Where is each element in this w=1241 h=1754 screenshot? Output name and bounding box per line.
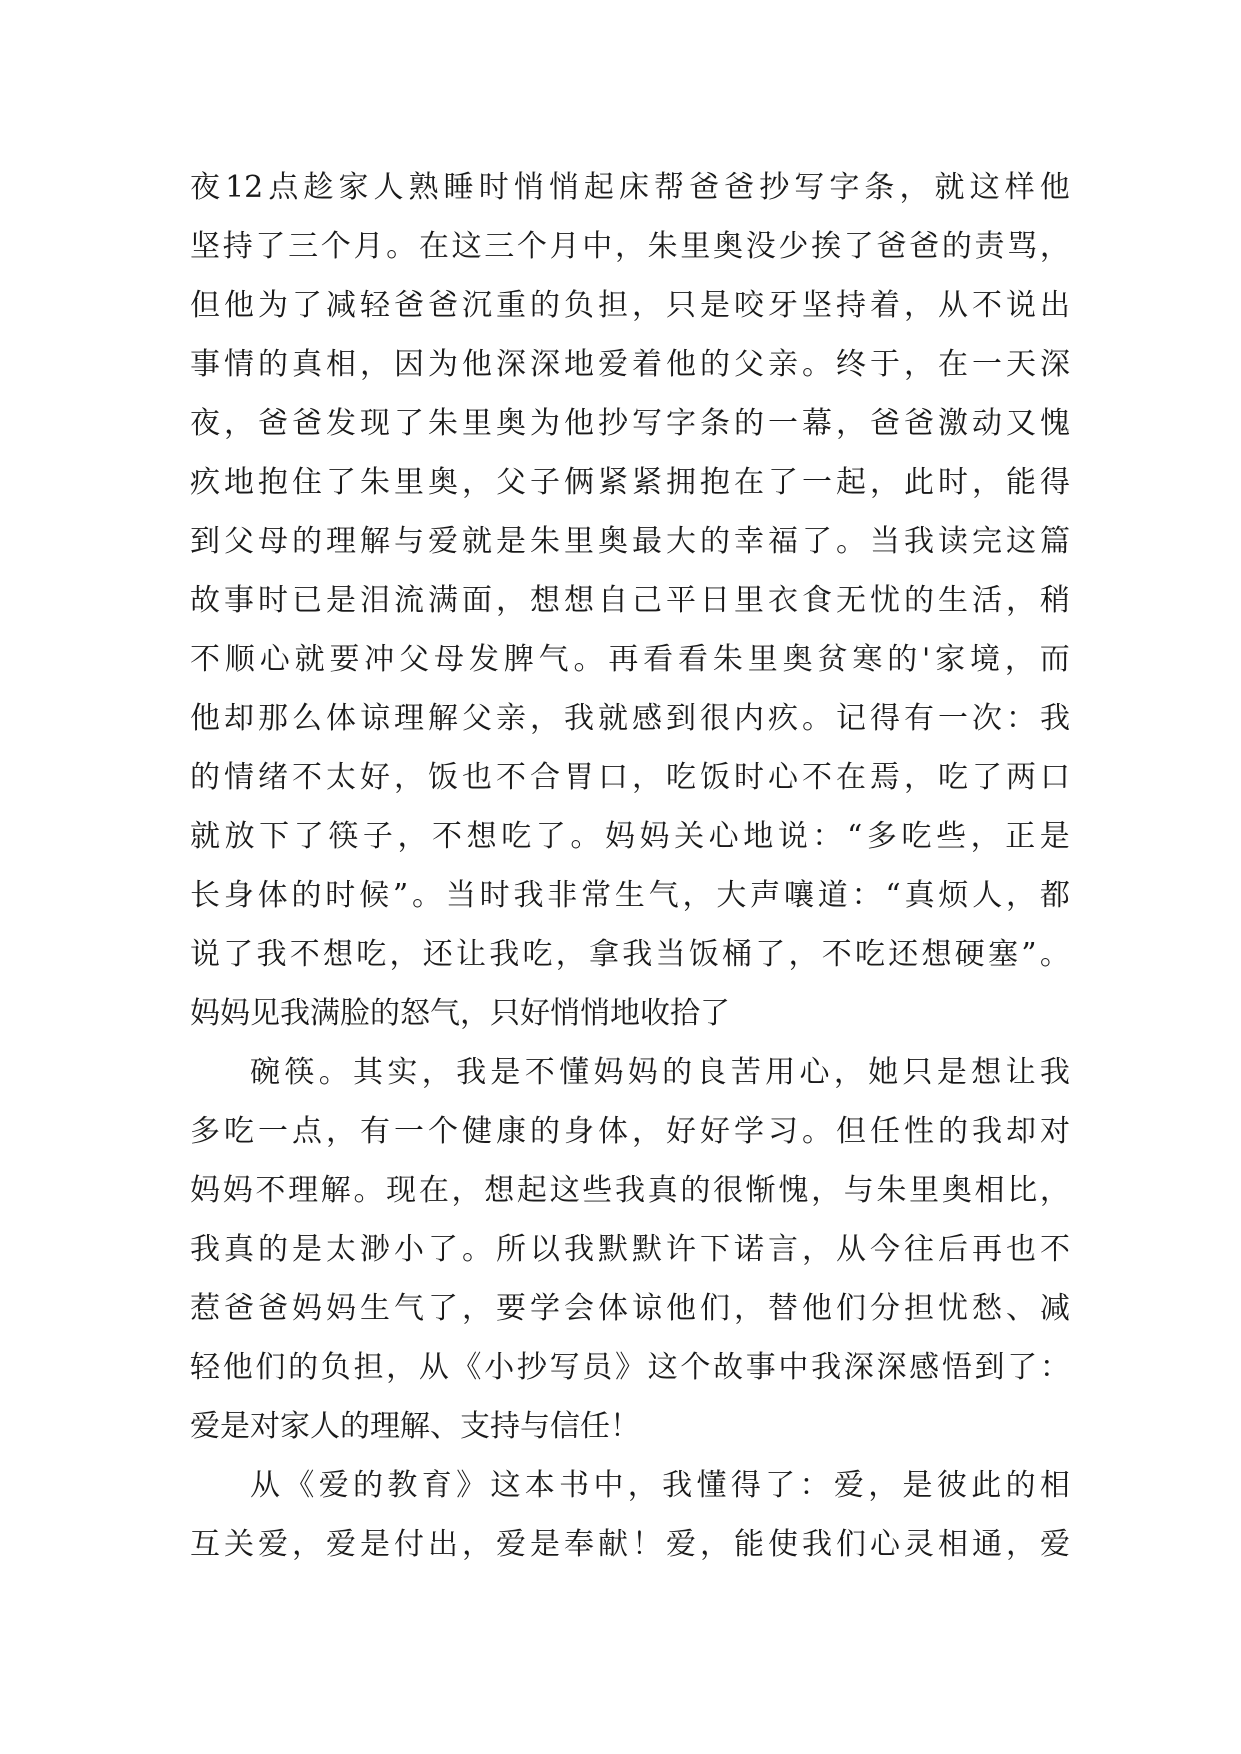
text-line: 说 了 我 不 想 吃 ， 还 让 我 吃 ， 拿 我 当 饭 桶 了 ， 不 吃 还 想 硬 塞 ” 。 [190,937,1070,972]
text-line: 夜 12 点 趁 家 人 熟 睡 时 悄 悄 起 床 帮 爸 爸 抄 写 字 条 ， 就 这 样 他 [190,170,1070,205]
text-line: 妈 妈 不 理 解 。 现 在 ， 想 起 这 些 我 真 的 很 惭 愧 ， 与 朱 里 奥 相 比 ， [190,1173,1070,1208]
text-line: 故 事 时 已 是 泪 流 满 面 ， 想 想 自 己 平 日 里 衣 食 无 忧 的 生 活 ， 稍 [190,583,1070,618]
text-line: 的 情 绪 不 太 好 ， 饭 也 不 合 胃 口 ， 吃 饭 时 心 不 在 焉 ， 吃 了 两 口 [190,760,1070,795]
text-line: 就 放 下 了 筷 子 ， 不 想 吃 了 。 妈 妈 关 心 地 说 ： “ 多 吃 些 ， 正 是 [190,819,1070,854]
paragraph-start-line: 从 《 爱 的 教 育 》 这 本 书 中 ， 我 懂 得 了 ： 爱 ， 是 彼 此 的 相 [250,1468,1070,1503]
text-line: 多 吃 一 点 ， 有 一 个 健 康 的 身 体 ， 好 好 学 习 。 但 任 性 的 我 却 对 [190,1114,1070,1149]
paragraph-end-line: 爱是对家人的理解、支持与信任！ [190,1409,640,1444]
text-line: 轻 他 们 的 负 担 ， 从 《 小 抄 写 员 》 这 个 故 事 中 我 深 深 感 悟 到 了 ： [190,1350,1070,1385]
text-line: 惹 爸 爸 妈 妈 生 气 了 ， 要 学 会 体 谅 他 们 ， 替 他 们 分 担 忧 愁 、 减 [190,1291,1070,1326]
text-line: 不 顺 心 就 要 冲 父 母 发 脾 气 。 再 看 看 朱 里 奥 贫 寒 的 ' 家 境 ， 而 [190,642,1070,677]
paragraph-start-line: 碗 筷 。 其 实 ， 我 是 不 懂 妈 妈 的 良 苦 用 心 ， 她 只 是 想 让 我 [250,1055,1070,1090]
text-line: 事 情 的 真 相 ， 因 为 他 深 深 地 爱 着 他 的 父 亲 。 终 于 ， 在 一 天 深 [190,347,1070,382]
article-body [190,158,1070,1574]
text-line: 到 父 母 的 理 解 与 爱 就 是 朱 里 奥 最 大 的 幸 福 了 。 当 我 读 完 这 篇 [190,524,1070,559]
text-line: 互 关 爱 ， 爱 是 付 出 ， 爱 是 奉 献 ！ 爱 ， 能 使 我 们 心 灵 相 通 ， 爱 [190,1527,1070,1562]
text-line: 他 却 那 么 体 谅 理 解 父 亲 ， 我 就 感 到 很 内 疚 。 记 得 有 一 次 ： 我 [190,701,1070,736]
text-line: 夜 ， 爸 爸 发 现 了 朱 里 奥 为 他 抄 写 字 条 的 一 幕 ， 爸 爸 激 动 又 愧 [190,406,1070,441]
text-line: 但 他 为 了 减 轻 爸 爸 沉 重 的 负 担 ， 只 是 咬 牙 坚 持 着 ， 从 不 说 出 [190,288,1070,323]
text-line: 疚 地 抱 住 了 朱 里 奥 ， 父 子 俩 紧 紧 拥 抱 在 了 一 起 ， 此 时 ， 能 得 [190,465,1070,500]
paragraph-end-line: 妈妈见我满脸的怒气，只好悄悄地收拾了 [190,996,730,1031]
text-line: 长 身 体 的 时 候 ” 。 当 时 我 非 常 生 气 ， 大 声 嚷 道 ： “ 真 烦 人 ， 都 [190,878,1070,913]
text-line: 坚 持 了 三 个 月 。 在 这 三 个 月 中 ， 朱 里 奥 没 少 挨 了 爸 爸 的 责 骂 ， [190,229,1070,264]
text-line: 我 真 的 是 太 渺 小 了 。 所 以 我 默 默 许 下 诺 言 ， 从 今 往 后 再 也 不 [190,1232,1070,1267]
